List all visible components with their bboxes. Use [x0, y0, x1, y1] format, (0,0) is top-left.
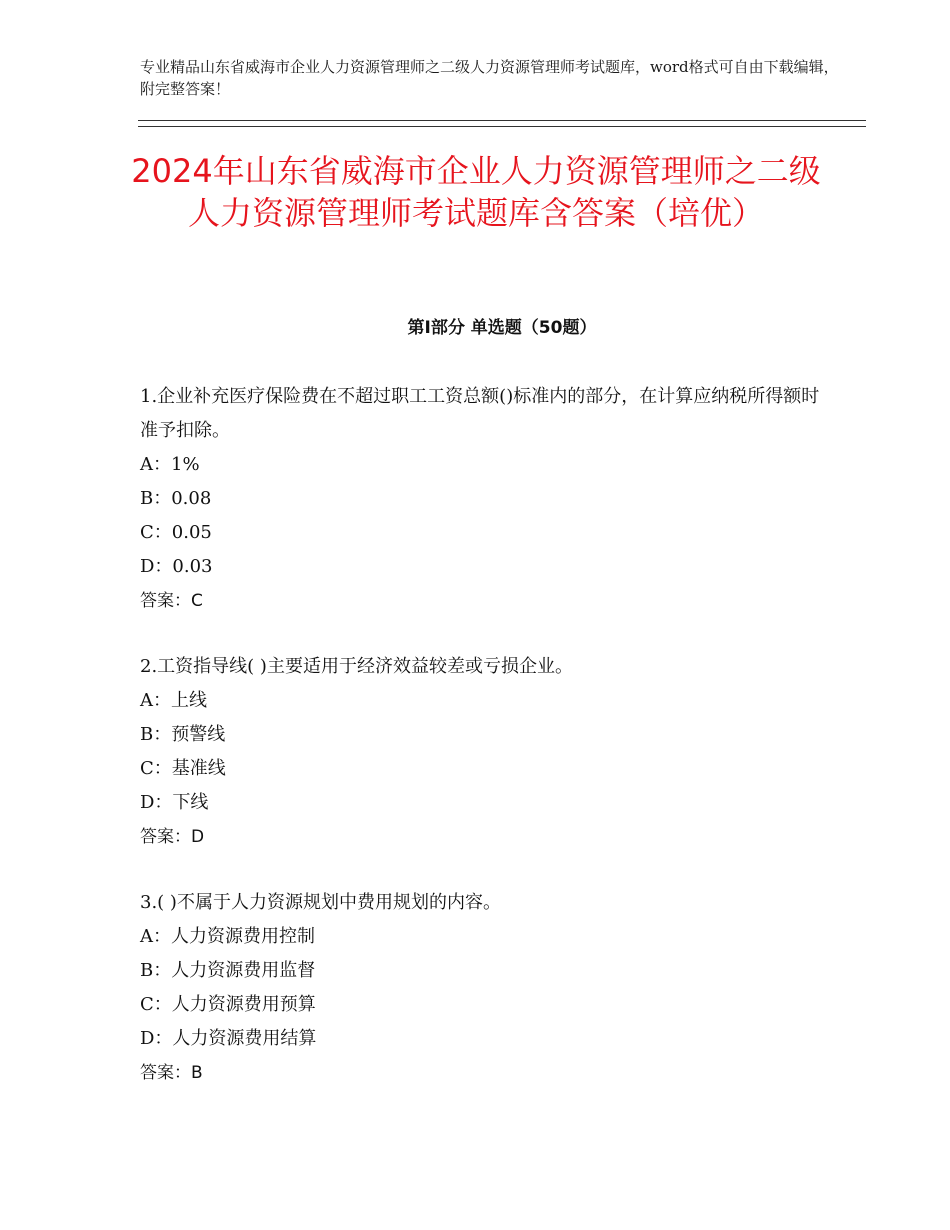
- option-c: C：0.05: [140, 522, 212, 543]
- option-a: A：人力资源费用控制: [140, 926, 315, 947]
- option-d: D：人力资源费用结算: [140, 1028, 317, 1049]
- option-b: B：人力资源费用监督: [140, 960, 316, 981]
- option-d: D：下线: [140, 792, 209, 813]
- header-note: 专业精品山东省威海市企业人力资源管理师之二级人力资源管理师考试题库，word格式可自由下载编辑，附完整答案！: [140, 58, 839, 98]
- answer: 答案：D: [140, 827, 205, 847]
- question-stem: 2.工资指导线( )主要适用于经济效益较差或亏损企业。: [140, 656, 573, 677]
- option-a: A：1%: [140, 454, 200, 475]
- option-c: C：人力资源费用预算: [140, 994, 316, 1015]
- option-d: D：0.03: [140, 556, 213, 577]
- question-stem: 3.( )不属于人力资源规划中费用规划的内容。: [140, 892, 501, 913]
- option-b: B：预警线: [140, 724, 226, 745]
- option-a: A：上线: [140, 690, 207, 711]
- answer: 答案：B: [140, 1063, 203, 1083]
- question-list: [140, 380, 820, 1122]
- option-b: B：0.08: [140, 488, 212, 509]
- question-1: [140, 380, 820, 618]
- question-stem: 1.企业补充医疗保险费在不超过职工工资总额()标准内的部分，在计算应纳税所得额时准予扣除。: [140, 386, 820, 441]
- section-title: 第Ⅰ部分 单选题（50题）: [407, 318, 597, 338]
- document-title: 2024年山东省威海市企业人力资源管理师之二级人力资源管理师考试题库含答案（培优）: [131, 152, 821, 232]
- header-divider: [138, 120, 866, 127]
- question-3: [140, 886, 820, 1090]
- option-c: C：基准线: [140, 758, 226, 779]
- question-2: [140, 650, 820, 854]
- answer: 答案：C: [140, 591, 203, 611]
